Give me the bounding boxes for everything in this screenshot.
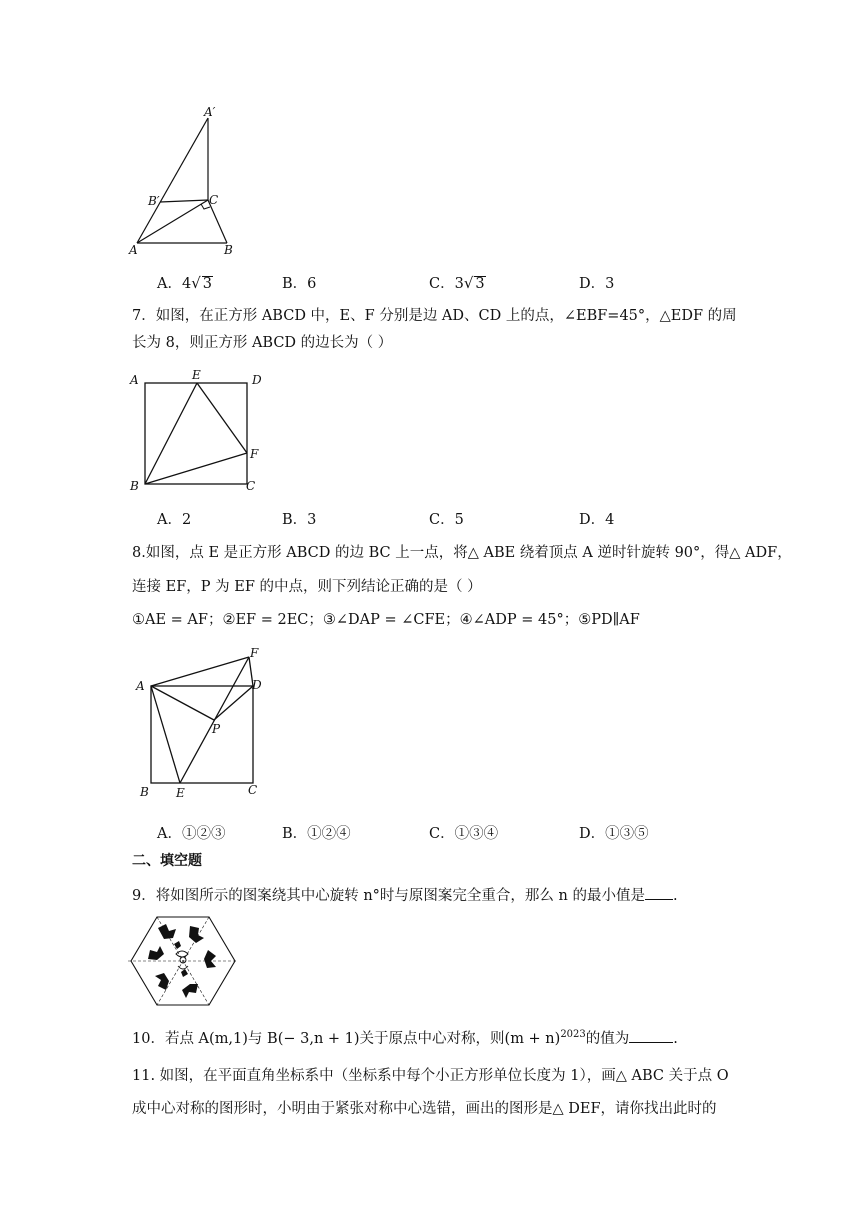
q7-option-b bbox=[282, 508, 316, 529]
q6-option-a: A．4√ 3 bbox=[157, 274, 213, 292]
q9-end: . bbox=[672, 888, 678, 904]
option-letter: B． bbox=[282, 512, 308, 528]
answer-blank[interactable] bbox=[629, 1042, 673, 1043]
q7-question-line2: 长为 8，则正方形 ABCD 的边长为（ ） bbox=[132, 335, 393, 351]
option-letter: C． bbox=[429, 276, 455, 292]
q7-option-d bbox=[579, 508, 614, 529]
option-coef: 3 bbox=[454, 276, 464, 292]
q9-text: 9．将如图所示的图案绕其中心旋转 n°时与原图案完全重合，那么 n 的最小值是 bbox=[132, 888, 645, 904]
q8-label-f: F bbox=[250, 646, 259, 660]
q10-question bbox=[132, 1027, 678, 1048]
q9-question bbox=[132, 884, 678, 905]
q8-label-e: E bbox=[176, 786, 185, 800]
q10-text-b: 的值为 bbox=[585, 1031, 630, 1047]
q7-question-line1: 7．如图，在正方形 ABCD 中，E、F 分别是边 AD、CD 上的点，∠EBF=45°，△EDF 的周 bbox=[132, 308, 737, 324]
q6-label-b-prime: B′ bbox=[148, 194, 160, 208]
q6-option-b bbox=[282, 272, 316, 293]
q8-option-c bbox=[429, 822, 498, 843]
option-text: 4 bbox=[605, 512, 615, 528]
q11-question-line1: 11. 如图，在平面直角坐标系中（坐标系中每个小正方形单位长度为 1），画△ ABC 关于点 O bbox=[132, 1068, 729, 1084]
q10-text-a: 10．若点 A(m,1)与 B(− 3,n + 1)关于原点中心对称，则(m + n) bbox=[132, 1031, 561, 1047]
q8-label-p: P bbox=[212, 722, 221, 736]
option-letter: B． bbox=[282, 276, 308, 292]
q6-label-c: C bbox=[209, 193, 219, 207]
q8-figure bbox=[132, 644, 272, 804]
option-letter: C． bbox=[429, 512, 455, 528]
q8-option-b bbox=[282, 822, 351, 843]
q10-exponent: 2023 bbox=[560, 1029, 586, 1041]
q8-question-line2: 连接 EF，P 为 EF 的中点，则下列结论正确的是（ ） bbox=[132, 579, 482, 595]
option-text: 6 bbox=[307, 276, 317, 292]
option-text: 5 bbox=[454, 512, 464, 528]
q8-option-d bbox=[579, 822, 649, 843]
q6-label-a-prime: A′ bbox=[204, 105, 216, 119]
option-text: ①②③ bbox=[181, 826, 226, 842]
q7-label-f: F bbox=[250, 447, 259, 461]
q8-label-b: B bbox=[140, 785, 149, 799]
q7-label-e: E bbox=[192, 368, 201, 382]
q8-label-d: D bbox=[252, 678, 262, 692]
q8-question-line1: 8.如图，点 E 是正方形 ABCD 的边 BC 上一点，将△ ABE 绕着顶点 A 逆时针旋转 90°，得△ ADF， bbox=[132, 545, 792, 561]
q7-label-c: C bbox=[246, 479, 256, 493]
option-letter: A． bbox=[157, 512, 182, 528]
option-text: ①③④ bbox=[454, 826, 499, 842]
q9-pattern-figure bbox=[128, 914, 238, 1008]
option-letter: A． bbox=[157, 276, 182, 292]
q7-label-b: B bbox=[130, 479, 139, 493]
section-title: 二、填空题 bbox=[132, 853, 202, 869]
q8-label-a: A bbox=[136, 679, 145, 693]
option-letter: D． bbox=[579, 276, 606, 292]
q6-option-c: C．3√ 3 bbox=[429, 274, 485, 292]
q6-label-a: A bbox=[129, 243, 138, 257]
option-coef: 4 bbox=[181, 276, 192, 292]
q7-label-d: D bbox=[252, 373, 262, 387]
q7-figure bbox=[126, 366, 276, 496]
option-text: 3 bbox=[605, 276, 615, 292]
option-text: ①③⑤ bbox=[605, 826, 649, 842]
option-letter: B． bbox=[282, 826, 308, 842]
option-text: 3 bbox=[307, 512, 317, 528]
q8-label-c: C bbox=[248, 783, 258, 797]
q10-end: . bbox=[673, 1031, 678, 1047]
q6-label-b: B bbox=[224, 243, 233, 257]
q8-statements: ①AE = AF；②EF = 2EC；③∠DAP = ∠CFE；④∠ADP = 45°；⑤PD∥AF bbox=[132, 612, 640, 628]
q6-figure bbox=[126, 104, 246, 262]
q7-option-a bbox=[157, 508, 191, 529]
option-letter: A． bbox=[157, 826, 182, 842]
q6-option-d bbox=[579, 272, 614, 293]
q8-option-a bbox=[157, 822, 225, 843]
q7-option-c bbox=[429, 508, 464, 529]
option-letter: D． bbox=[579, 512, 606, 528]
option-radicand: 3 bbox=[475, 276, 485, 292]
option-text: ①②④ bbox=[307, 826, 351, 842]
option-radicand: 3 bbox=[202, 276, 213, 292]
option-text: 2 bbox=[181, 512, 192, 528]
option-letter: D． bbox=[579, 826, 606, 842]
answer-blank[interactable] bbox=[645, 899, 673, 900]
q11-question-line2: 成中心对称的图形时，小明由于紧张对称中心选错，画出的图形是△ DEF，请你找出此时的 bbox=[132, 1101, 717, 1117]
option-letter: C． bbox=[429, 826, 455, 842]
q7-label-a: A bbox=[130, 373, 139, 387]
